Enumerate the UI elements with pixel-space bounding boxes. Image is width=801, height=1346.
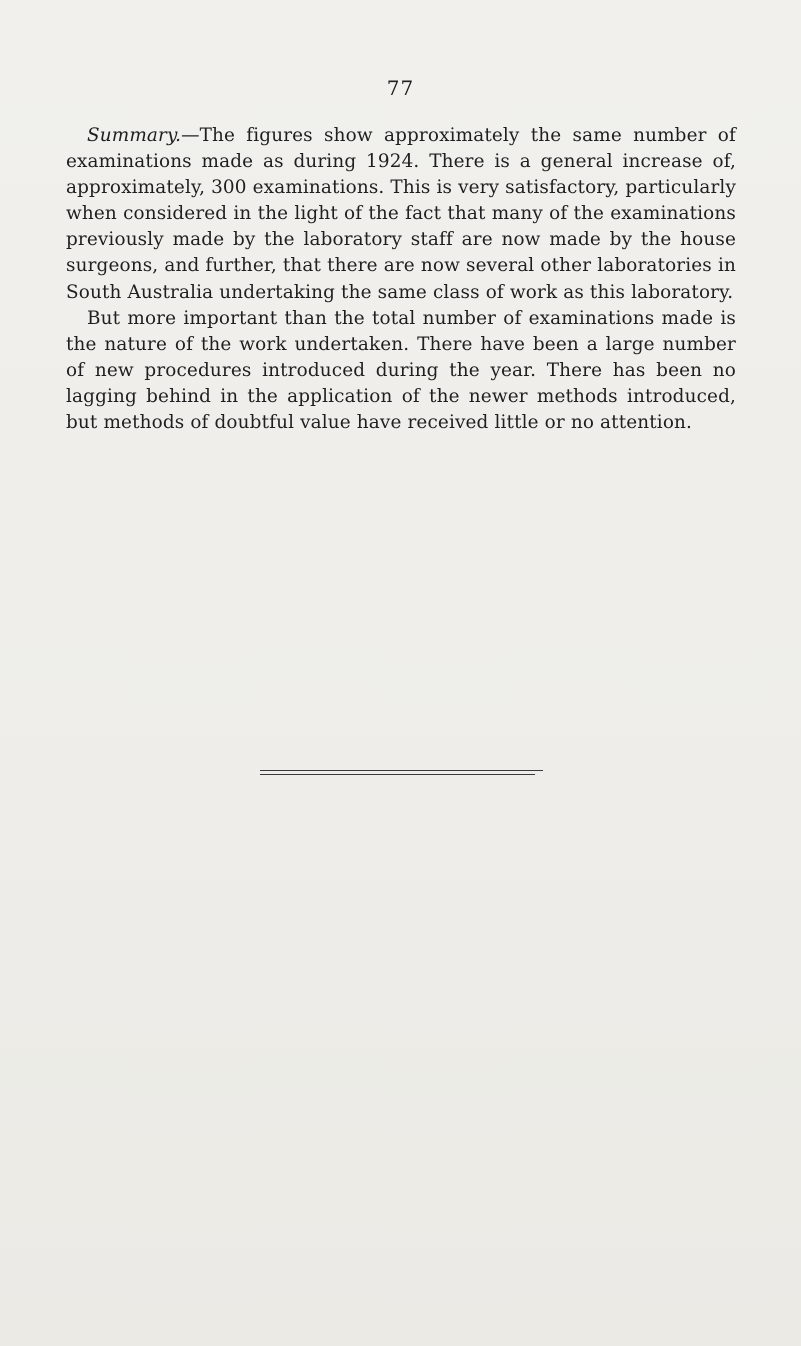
paragraph-summary: [66, 123, 736, 306]
page-number: 77: [386, 76, 415, 100]
section-divider-rule: [260, 770, 543, 771]
summary-label: Summary.: [87, 125, 182, 146]
paragraph-importance: But more important than the total number of examinations made is the nature of the work undertaken. There have been a large number of new procedures introduced during the year. There has been no lagging behind in the application of the newer methods introduced, but methods of doubtful value have received little or no attention.: [66, 307, 736, 434]
paragraph-summary-text: —The figures show approximately the same number of examinations made as during 1924. There is a general increase of, approximately, 300 examinations. This is very satisfactory, particularly when considered in the light of the fact that many of the examinations previously made by the laboratory staff are now made by the house surgeons, and further, that there are now several other laboratories in South Australia undertaking the same class of work as this laboratory.: [66, 125, 736, 303]
section-divider-rule-lower: [260, 774, 535, 775]
body-text: [66, 123, 736, 436]
